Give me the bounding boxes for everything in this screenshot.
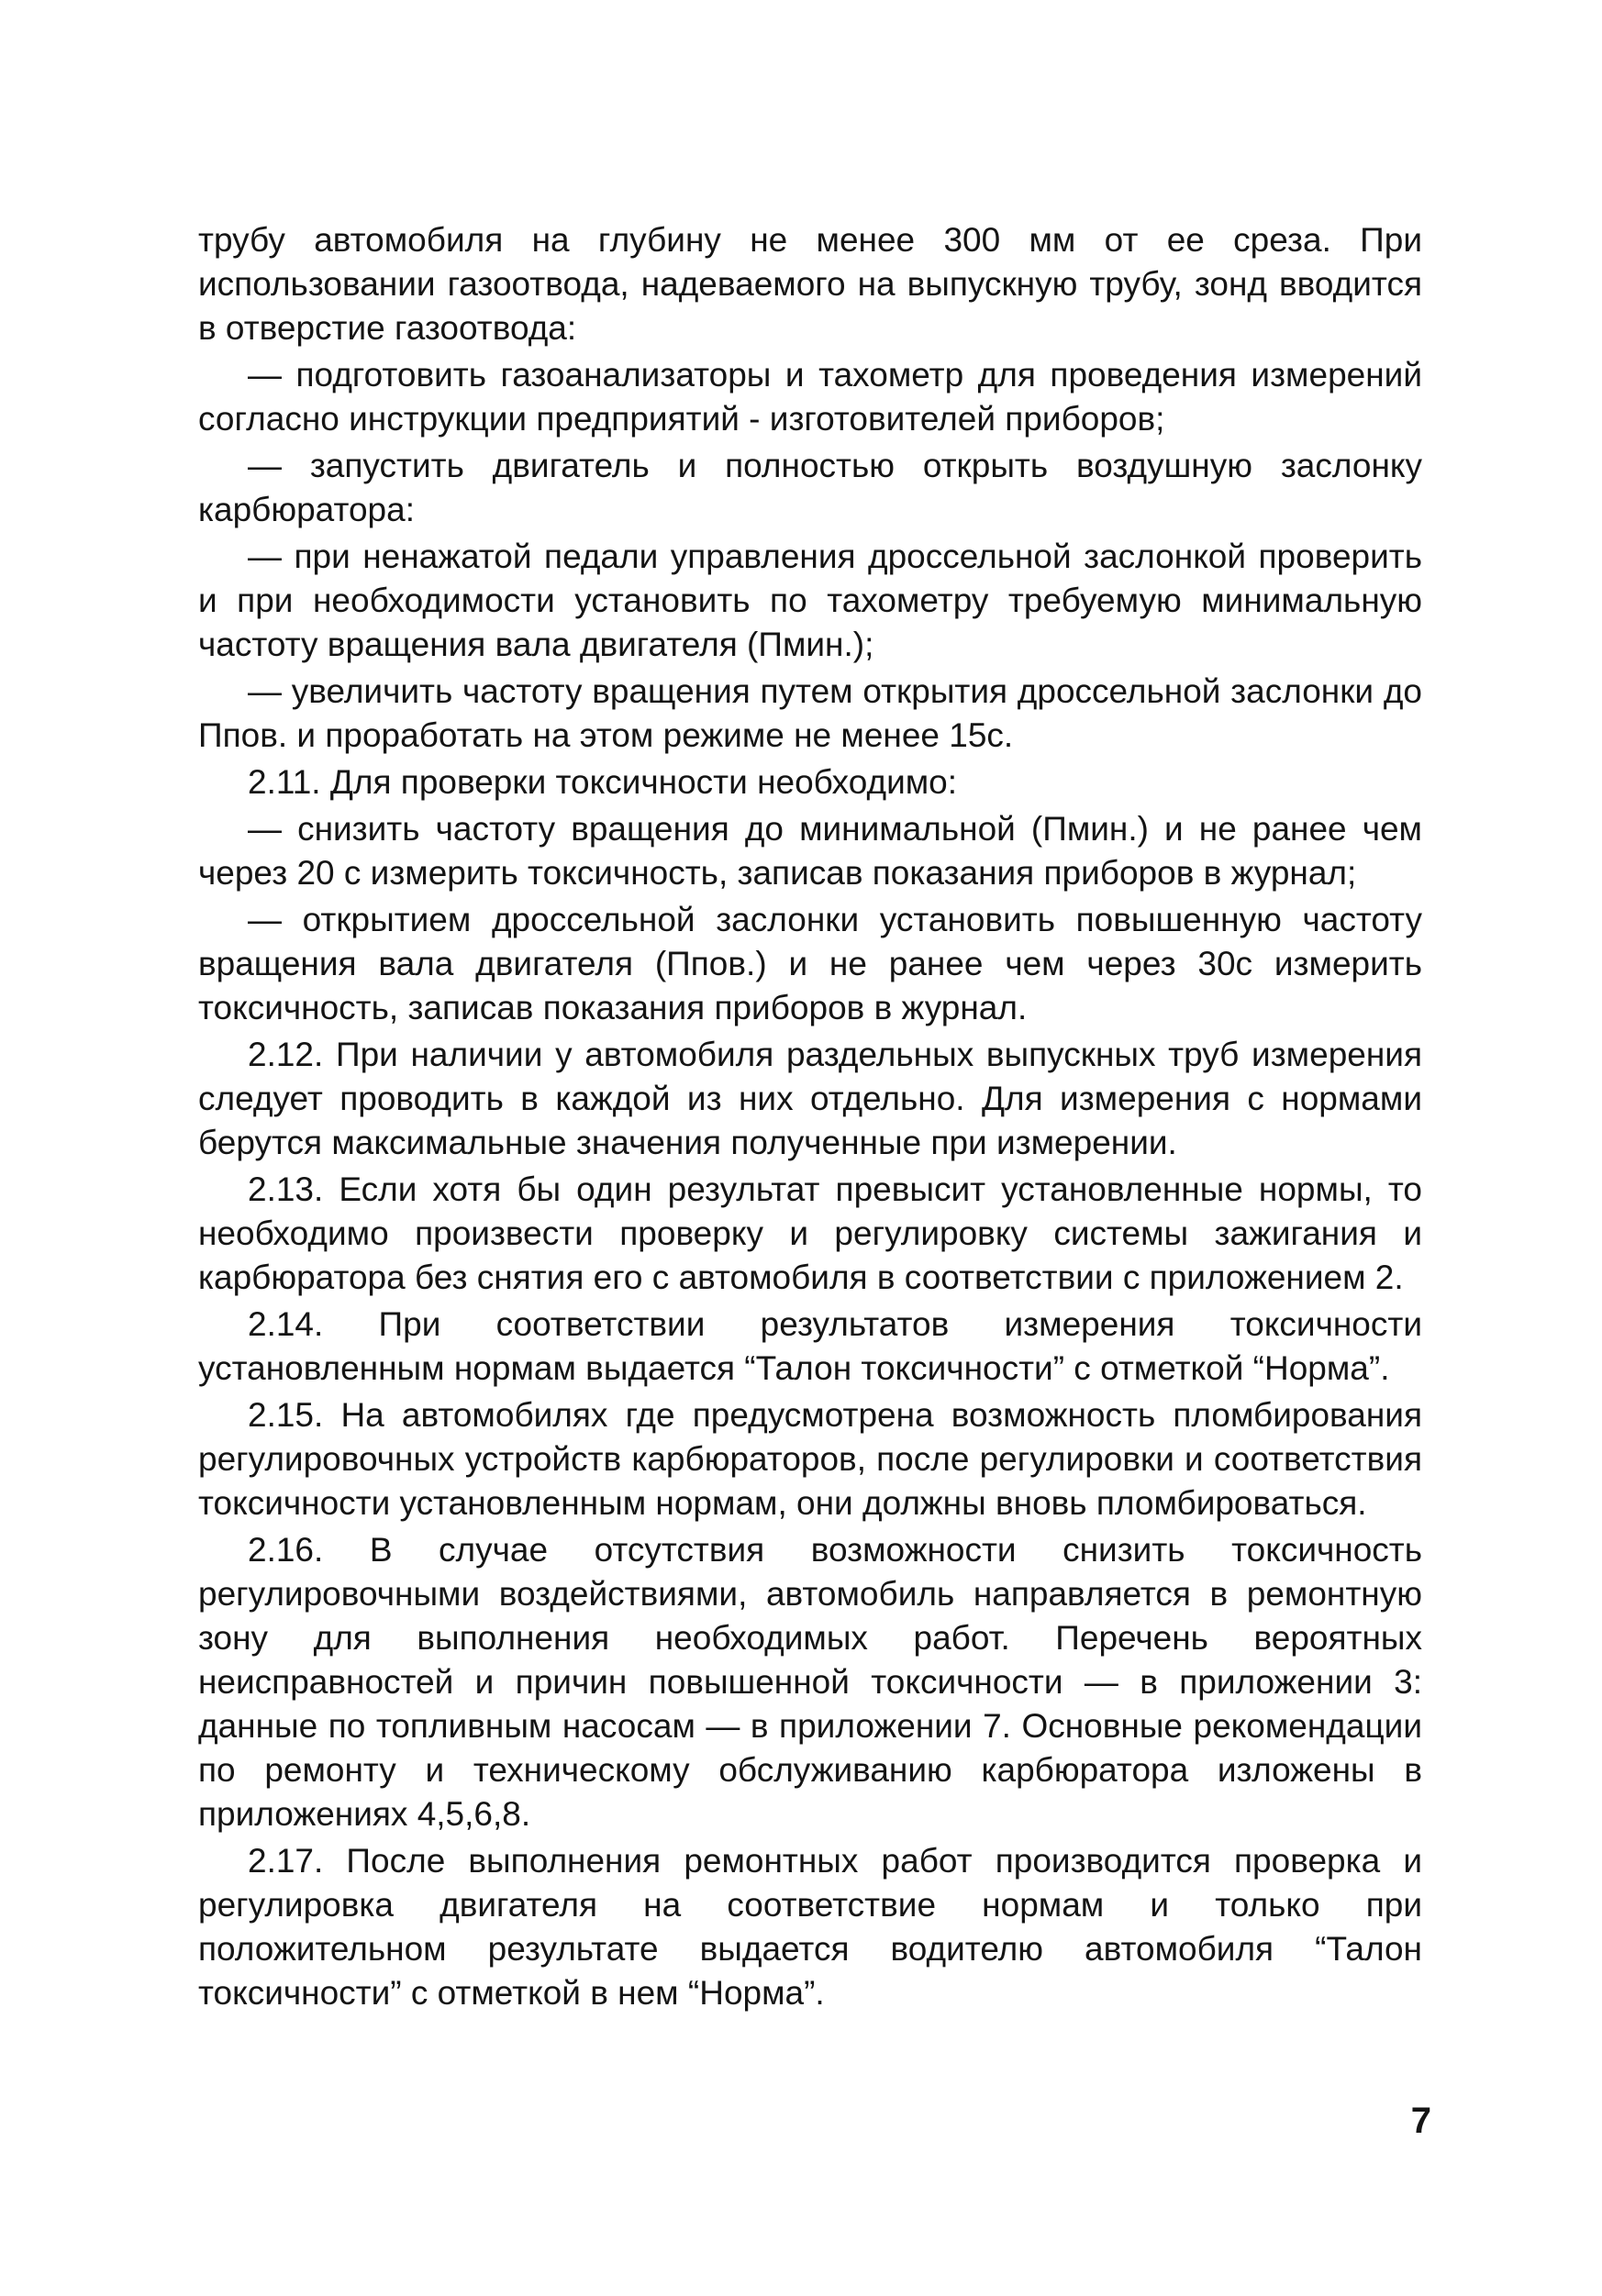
section-2-13: 2.13. Если хотя бы один результат превысит установленные нормы, то необходимо произвести проверку и регулировку системы зажигания и карбюратора без снятия его с автомобиля в соответствии с приложением 2.	[198, 1170, 1422, 1296]
section-2-17: 2.17. После выполнения ремонтных работ производится проверка и регулировка двигателя на соответствие нормам и только при положительном результате выдается водителю автомобиля “Талон токсичности” с отметкой в нем “Норма”.	[198, 1842, 1422, 2012]
section-2-16: 2.16. В случае отсутствия возможности снизить токсичность регулировочными воздействиями, автомобиль направляется в ремонтную зону для выполнения необходимых работ. Перечень вероятных неисправностей и причин повышенной токсичности — в приложении 3: данные по топливным насосам — в приложении 7. Основные рекомендации по ремонту и техническому обслуживанию карбюратора изложены в приложениях 4,5,6,8.	[198, 1531, 1422, 1833]
list-item-measure-min: — снизить частоту вращения до минимальной (Пмин.) и не ранее чем через 20 с измерить токсичность, записав показания приборов в журнал;	[198, 810, 1422, 892]
section-2-14: 2.14. При соответствии результатов измерения токсичности установленным нормам выдается “Талон токсичности” с отметкой “Норма”.	[198, 1305, 1422, 1387]
paragraph-continuation: трубу автомобиля на глубину не менее 300 мм от ее среза. При использовании газоотвода, надеваемого на выпускную трубу, зонд вводится в отверстие газоотвода:	[198, 221, 1422, 347]
list-item-measure-increased: — открытием дроссельной заслонки установить повышенную частоту вращения вала двигателя (Ппов.) и не ранее чем через 30с измерить токсичность, записав показания приборов в журнал.	[198, 901, 1422, 1026]
section-2-12: 2.12. При наличии у автомобиля раздельных выпускных труб измерения следует проводить в каждой из них отдельно. Для измерения с нормами берутся максимальные значения полученные при измерении.	[198, 1036, 1422, 1161]
body-text	[198, 218, 1422, 2018]
list-item-min-speed: — при ненажатой педали управления дроссельной заслонкой проверить и при необходимости установить по тахометру требуемую минимальную частоту вращения вала двигателя (Пмин.);	[198, 538, 1422, 663]
list-item-prepare-analyzers: — подготовить газоанализаторы и тахометр для проведения измерений согласно инструкции предприятий - изготовителей приборов;	[198, 356, 1422, 438]
section-2-11: 2.11. Для проверки токсичности необходимо:	[248, 763, 958, 801]
list-item-start-engine: — запустить двигатель и полностью открыть воздушную заслонку карбюратора:	[198, 447, 1422, 528]
page-number: 7	[1410, 2101, 1431, 2141]
section-2-15: 2.15. На автомобилях где предусмотрена возможность пломбирования регулировочных устройств карбюраторов, после регулировки и соответствия токсичности установленным нормам, они должны вновь пломбироваться.	[198, 1396, 1422, 1522]
list-item-increase-speed: — увеличить частоту вращения путем открытия дроссельной заслонки до Ппов. и проработать на этом режиме не менее 15с.	[198, 672, 1422, 754]
